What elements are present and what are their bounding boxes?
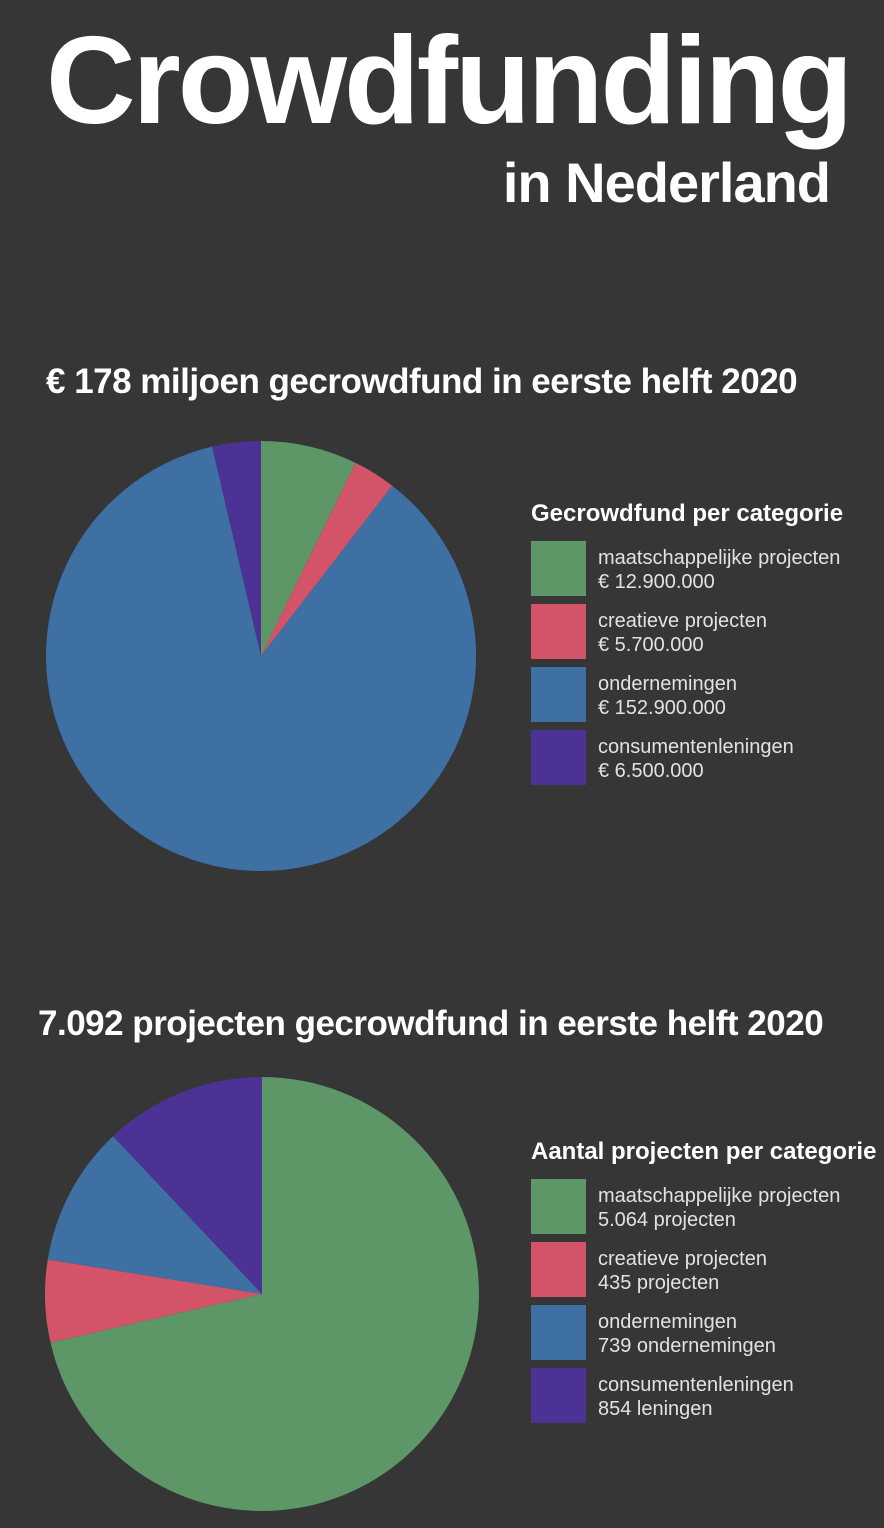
legend-swatch-purple [531,1368,586,1423]
legend-category-label: ondernemingen [598,673,737,695]
legend-projects [531,1138,877,1431]
legend-amounts-title: Gecrowdfund per categorie [531,500,844,527]
legend-value-label: 739 ondernemingen [598,1335,776,1357]
legend-item-creatieve-projecten [531,604,851,659]
legend-value-label: € 5.700.000 [598,634,704,656]
legend-category-label: creatieve projecten [598,1248,767,1270]
legend-category-label: maatschappelijke projecten [598,547,841,569]
pie-chart-amounts [46,441,476,871]
legend-projects-title: Aantal projecten per categorie [531,1138,877,1165]
legend-value-label: 5.064 projecten [598,1209,736,1231]
legend-swatch-green [531,1179,586,1234]
legend-swatch-blue [531,667,586,722]
legend-value-label: 435 projecten [598,1272,720,1294]
legend-category-label: ondernemingen [598,1311,737,1333]
page-subtitle: in Nederland [502,151,830,214]
section-heading-projects: 7.092 projecten gecrowdfund in eerste helft 2020 [38,1004,824,1043]
legend-item-consumentenleningen [531,730,851,785]
section-heading-amounts: € 178 miljoen gecrowdfund in eerste helft 2020 [46,362,798,401]
legend-item-maatschappelijke-projecten [531,1179,851,1234]
legend-category-label: consumentenleningen [598,1374,794,1396]
legend-amounts [531,500,851,793]
page-title: Crowdfunding [46,12,851,150]
legend-swatch-red [531,1242,586,1297]
legend-swatch-blue [531,1305,586,1360]
legend-value-label: € 12.900.000 [598,571,715,593]
legend-value-label: € 152.900.000 [598,697,726,719]
legend-item-ondernemingen [531,1305,851,1360]
legend-category-label: consumentenleningen [598,736,794,758]
legend-value-label: 854 leningen [598,1398,713,1420]
legend-category-label: maatschappelijke projecten [598,1185,841,1207]
legend-item-ondernemingen [531,667,851,722]
legend-swatch-red [531,604,586,659]
legend-swatch-green [531,541,586,596]
legend-value-label: € 6.500.000 [598,760,704,782]
legend-category-label: creatieve projecten [598,610,767,632]
legend-item-maatschappelijke-projecten [531,541,851,596]
legend-item-consumentenleningen [531,1368,851,1423]
legend-swatch-purple [531,730,586,785]
legend-item-creatieve-projecten [531,1242,851,1297]
pie-chart-projects [45,1077,479,1511]
